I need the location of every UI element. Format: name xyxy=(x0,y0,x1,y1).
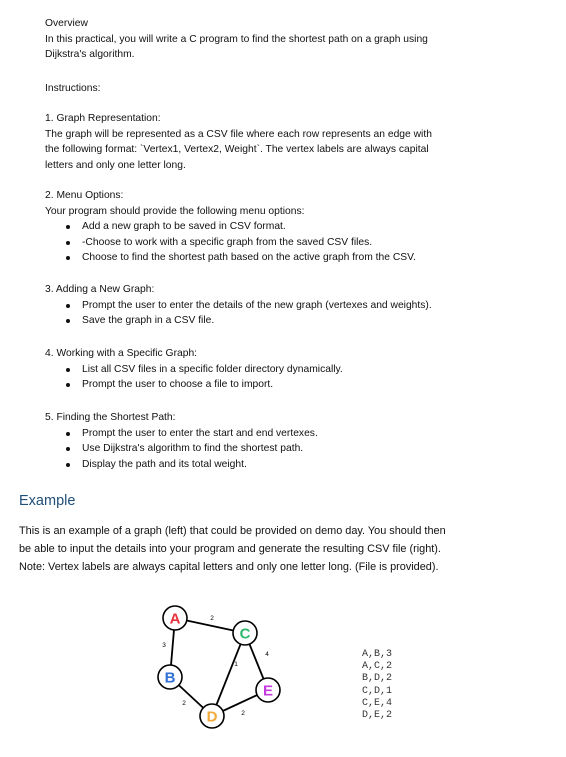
list-item: Save the graph in a CSV file. xyxy=(45,313,545,329)
graph-node-b xyxy=(158,665,182,689)
graph-node-d xyxy=(200,704,224,728)
list-item: Prompt the user to enter the start and end vertexes. xyxy=(45,426,545,442)
instructions-heading: Instructions: xyxy=(45,83,101,94)
overview-text-line-2: Dijkstra's algorithm. xyxy=(45,49,135,60)
list-item: Add a new graph to be saved in CSV format. xyxy=(45,219,545,235)
specific-graph-list xyxy=(45,362,545,393)
specific-graph-section xyxy=(45,346,545,393)
graph-edge-weight: 4 xyxy=(265,651,269,658)
list-item: List all CSV files in a specific folder directory dynamically. xyxy=(45,362,545,378)
menu-options-intro: Your program should provide the following menu options: xyxy=(45,205,305,217)
graph-node-a xyxy=(163,606,187,630)
list-item: Prompt the user to choose a file to import. xyxy=(45,377,545,393)
csv-line: A,B,3 xyxy=(362,649,393,660)
graph-edge-weight: 2 xyxy=(182,700,186,707)
graph-edge-weight: 2 xyxy=(210,615,214,622)
example-text-line-3: Note: Vertex labels are always capital letters and only one letter long. (File is provided). xyxy=(19,561,439,573)
shortest-path-section xyxy=(45,410,545,472)
csv-line: A,C,2 xyxy=(362,661,393,673)
csv-line: D,E,2 xyxy=(362,710,393,722)
graph-representation-section xyxy=(45,111,545,173)
graph-representation-line-3: letters and only one letter long. xyxy=(45,159,186,171)
csv-line: B,D,2 xyxy=(362,673,393,685)
graph-node-c xyxy=(233,621,257,645)
list-item: Use Dijkstra's algorithm to find the shortest path. xyxy=(45,441,545,457)
graph-edge-weight: 2 xyxy=(241,710,245,717)
list-item: Prompt the user to enter the details of the new graph (vertexes and weights). xyxy=(45,298,545,314)
csv-output xyxy=(362,649,392,722)
graph-node-label: D xyxy=(206,708,218,726)
csv-line: C,E,4 xyxy=(362,697,393,709)
overview-section xyxy=(45,16,545,63)
shortest-path-list xyxy=(45,426,545,473)
example-heading: Example xyxy=(19,493,76,509)
graph-edge-weight: 3 xyxy=(162,642,166,649)
new-graph-section xyxy=(45,282,545,329)
overview-heading: Overview xyxy=(45,18,88,29)
example-graph-diagram xyxy=(140,600,300,735)
graph-node-e xyxy=(256,678,280,702)
specific-graph-heading: 4. Working with a Specific Graph: xyxy=(45,348,198,359)
list-item: Choose to find the shortest path based on the active graph from the CSV. xyxy=(45,250,545,266)
shortest-path-heading: 5. Finding the Shortest Path: xyxy=(45,412,176,423)
overview-text-line-1: In this practical, you will write a C program to find the shortest path on a graph using xyxy=(45,33,428,45)
instructions-section xyxy=(45,81,545,97)
menu-options-heading: 2. Menu Options: xyxy=(45,190,124,201)
graph-node-label: B xyxy=(164,669,176,687)
list-item: -Choose to work with a specific graph from the saved CSV files. xyxy=(45,235,545,251)
new-graph-heading: 3. Adding a New Graph: xyxy=(45,284,155,295)
graph-representation-heading: 1. Graph Representation: xyxy=(45,113,161,124)
example-description xyxy=(19,522,549,576)
new-graph-list xyxy=(45,298,545,329)
list-item: Display the path and its total weight. xyxy=(45,457,545,473)
csv-line: C,D,1 xyxy=(362,685,393,697)
graph-representation-line-2: the following format: `Vertex1, Vertex2, Weight`. The vertex labels are always capital xyxy=(45,144,429,155)
example-text-line-2: be able to input the details into your program and generate the resulting CSV file (right). xyxy=(19,543,441,555)
graph-node-label: C xyxy=(239,625,251,643)
menu-options-section xyxy=(45,188,545,266)
graph-node-label: E xyxy=(262,682,274,700)
graph-edge-weight: 1 xyxy=(234,661,238,668)
menu-options-list xyxy=(45,219,545,266)
graph-node-label: A xyxy=(169,610,181,628)
graph-representation-line-1: The graph will be represented as a CSV file where each row represents an edge with xyxy=(45,128,432,140)
example-text-line-1: This is an example of a graph (left) that could be provided on demo day. You should then xyxy=(19,525,446,537)
